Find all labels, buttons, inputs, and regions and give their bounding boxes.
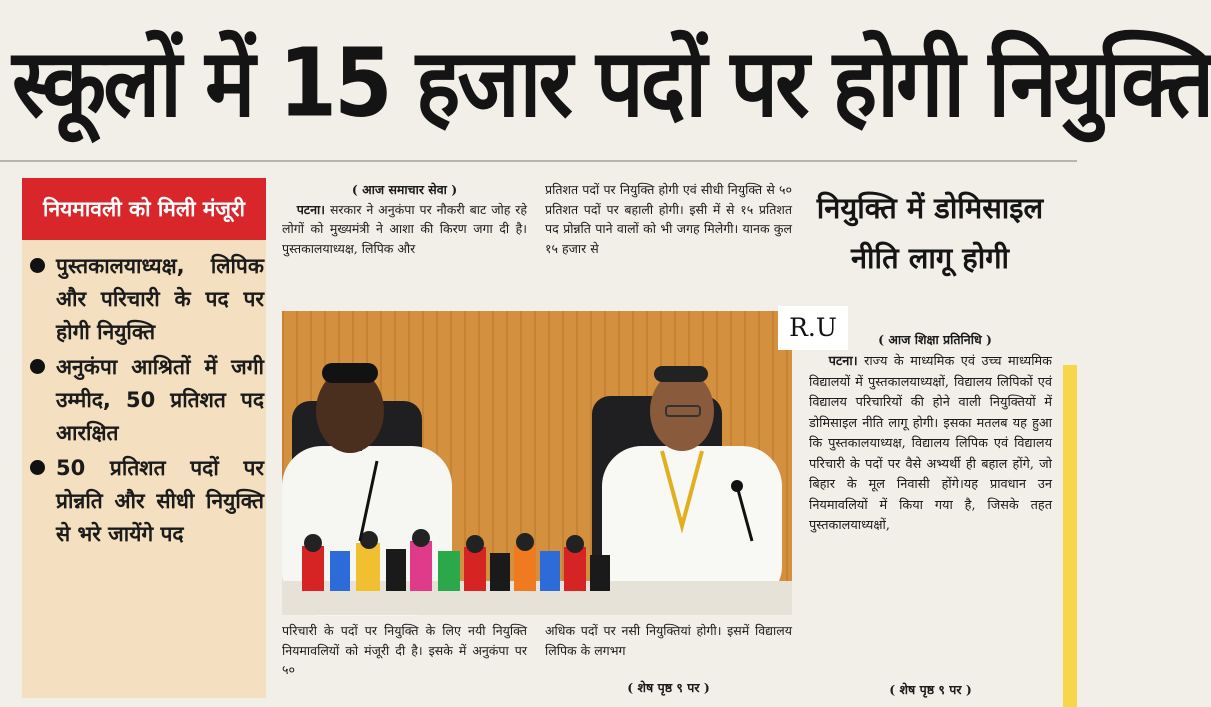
side-story-dateline: पटना। xyxy=(828,354,858,369)
highlight-item: 50 प्रतिशत पदों पर प्रोन्नति और सीधी नियुक्ति से भरे जायेंगे पद xyxy=(28,452,264,551)
bullet-icon xyxy=(30,460,45,475)
watermark: R.U xyxy=(778,306,848,350)
story-text: सरकार ने अनुकंपा पर नौकरी बाट जोह रहे लोगों को मुख्यमंत्री ने आशा की किरण जगा दी है। पुस्तकालयाध्यक्ष, लिपिक और xyxy=(282,201,528,256)
divider xyxy=(0,160,1077,162)
story-column-2-bottom: अधिक पदों पर नसी नियुक्तियां होगी। इसमें विद्यालय लिपिक के लगभग xyxy=(545,623,792,658)
story-credit: ( आज समाचार सेवा ) xyxy=(351,182,458,197)
highlight-item: अनुकंपा आश्रितों में जगी उम्मीद, 50 प्रतिशत पद आरक्षित xyxy=(28,351,264,450)
press-conference-photo xyxy=(282,311,792,615)
story-dateline: पटना। xyxy=(296,201,326,217)
highlights-box xyxy=(22,178,266,698)
side-continued-note: ( शेष पृष्ठ ९ पर ) xyxy=(889,682,972,697)
story-column-1-bottom: परिचारी के पदों पर नियुक्ति के लिए नयी नियुक्ति नियमावलियों को मंजूरी दी है। इसके में अनुकंपा पर ५० xyxy=(282,623,527,677)
bullet-icon xyxy=(30,258,45,273)
story-column-2-top: प्रतिशत पदों पर नियुक्ति होगी एवं सीधी नियुक्ति से ५० प्रतिशत पदों पर बहाली होगी। इसी में से १५ प्रतिशत पद प्रोन्नति पाने वालों को भी जगह मिलेगी। यानक कुल १५ हजार से xyxy=(545,182,792,256)
side-story-credit: ( आज शिक्षा प्रतिनिधि ) xyxy=(878,332,992,347)
highlights-tag: नियमावली को मिली मंजूरी xyxy=(22,178,266,240)
side-story-text: राज्य के माध्यमिक एवं उच्च माध्यमिक विद्यालयों में पुस्तकालयाध्यक्षों, विद्यालय लिपिकों एवं विद्यालय परिचारियों की होने वाली नियुक्तियों में डोमिसाइल नीति लागू होगी। इसका मतलब यह हुआ कि पुस्तकालयाध्यक्ष, विद्यालय लिपिक एवं विद्यालय परिचारी के पदों पर वैसे अभ्यर्थी ही बहाल होंगे, जो बिहार के मूल निवासी होंगे।यह प्रावधान उन नियमावलियों में किया गया है, जिसके तहत पुस्तकालयाध्यक्षों, xyxy=(809,354,1052,533)
headline: स्कूलों में 15 हजार पदों पर होगी नियुक्ति xyxy=(12,28,1211,138)
yellow-edge xyxy=(1063,365,1077,707)
bullet-icon xyxy=(30,359,45,374)
press-conference-image xyxy=(282,311,792,615)
side-story-body xyxy=(809,352,1052,678)
highlights-list xyxy=(28,250,264,553)
story-column-1-top xyxy=(282,180,527,302)
side-story-headline: नियुक्ति में डोमिसाइल नीति लागू होगी xyxy=(816,191,1044,275)
highlight-item: पुस्तकालयाध्यक्ष, लिपिक और परिचारी के पद पर होगी नियुक्ति xyxy=(28,250,264,349)
continued-note: ( शेष पृष्ठ ९ पर ) xyxy=(627,680,710,695)
